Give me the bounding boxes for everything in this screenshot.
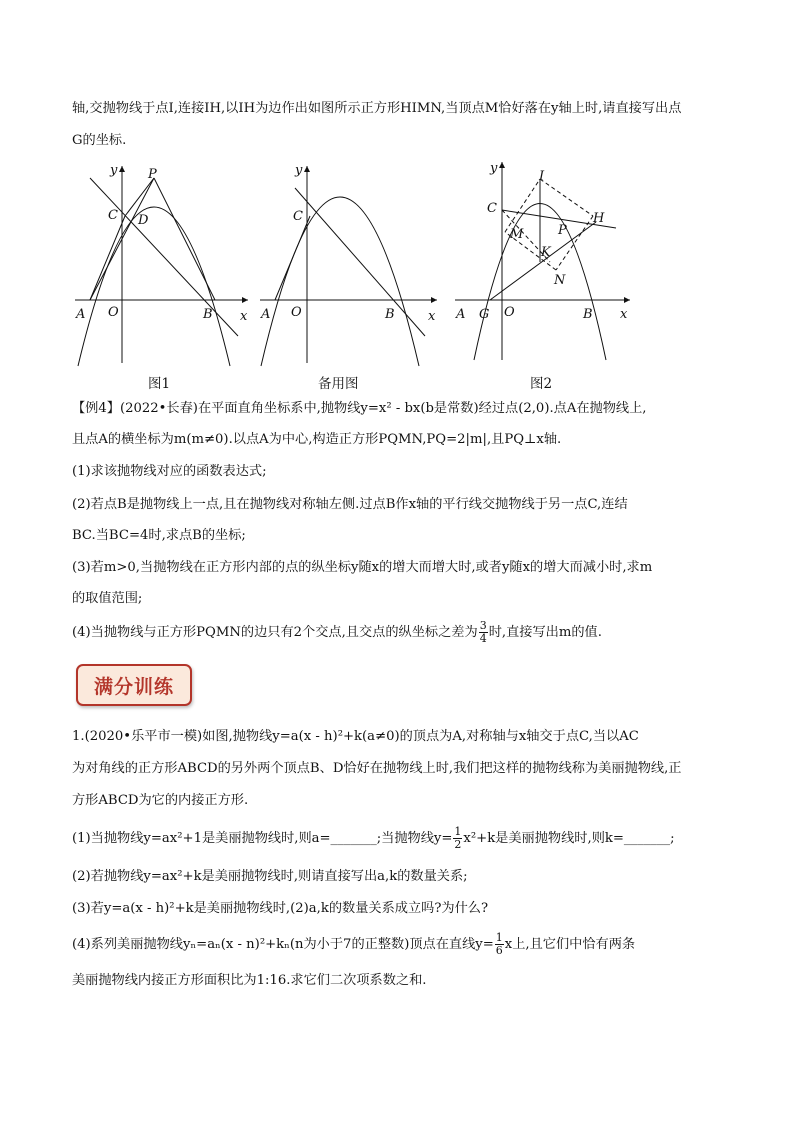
exercise1-intro: 为对角线的正方形ABCD的另外两个顶点B、D恰好在抛物线上时,我们把这样的抛物线称为美丽抛物线,正 <box>72 761 682 776</box>
example4-question-3-cont: 的取值范围; <box>72 591 143 606</box>
figure-caption: 图2 <box>530 376 553 392</box>
point-label-c: C <box>108 208 118 223</box>
point-label-d: D <box>138 213 149 228</box>
figure-caption: 图1 <box>148 376 171 392</box>
figure-2 <box>450 152 640 362</box>
example4-question-2: (2)若点B是抛物线上一点,且在抛物线对称轴左侧.过点B作x轴的平行线交抛物线于另一点C,连结 <box>72 497 628 512</box>
x-axis-label: x <box>428 309 436 324</box>
point-label-a: A <box>76 307 86 322</box>
exercise1-question-4: (4)系列美丽抛物线yₙ=aₙ(x - n)²+kₙ(n为小于7的正整数)顶点在直线y= $\frac{1}{6}$ x上,且它们中恰有两条 <box>72 931 636 957</box>
fraction: $\frac{1}{6}$ <box>495 931 503 957</box>
exercise1-question-3: (3)若y=a(x - h)²+k是美丽抛物线时,(2)a,k的数量关系成立吗?为什么? <box>72 901 489 916</box>
point-label-h: H <box>593 211 605 226</box>
point-label-k: K <box>541 245 551 260</box>
point-label-p: P <box>558 223 567 238</box>
example4-line: 【例4】(2022•长春)在平面直角坐标系中,抛物线y=x² - bx(b是常数)经过点(2,0).点A在抛物线上, <box>72 401 647 416</box>
exercise1-intro: 方形ABCD为它的内接正方形. <box>72 793 249 808</box>
point-label-g: G <box>479 307 490 322</box>
point-label-b: B <box>385 307 395 322</box>
point-label-b: B <box>203 307 213 322</box>
exercise1-question-4-cont: 美丽抛物线内接正方形面积比为1:16.求它们二次项系数之和. <box>72 973 427 988</box>
figure-1 <box>70 158 255 368</box>
point-label-a: A <box>456 307 466 322</box>
origin-label: O <box>504 305 515 320</box>
exercise1-question-2: (2)若抛物线y=ax²+k是美丽抛物线时,则请直接写出a,k的数量关系; <box>72 869 468 884</box>
point-label-c: C <box>293 209 303 224</box>
point-label-n: N <box>554 273 566 288</box>
problem-text-line: 轴,交抛物线于点I,连接IH,以IH为边作出如图所示正方形HIMN,当顶点M恰好落在y轴上时,请直接写出点 <box>72 101 682 116</box>
origin-label: O <box>108 305 119 320</box>
fraction: $\frac{1}{2}$ <box>454 825 462 851</box>
example4-line: 且点A的横坐标为m(m≠0).以点A为中心,构造正方形PQMN,PQ=2|m|,且PQ⊥x轴. <box>72 432 562 447</box>
example4-question-3: (3)若m>0,当抛物线在正方形内部的点的纵坐标y随x的增大而增大时,或者y随x的增大而减小时,求m <box>72 560 653 575</box>
point-label-c: C <box>487 201 497 216</box>
example4-question-2-cont: BC.当BC=4时,求点B的坐标; <box>72 528 246 543</box>
x-axis-label: x <box>620 307 628 322</box>
fraction: $\frac{3}{4}$ <box>479 619 487 645</box>
origin-label: O <box>291 305 302 320</box>
section-badge: 满分训练 <box>76 664 192 706</box>
y-axis-label: y <box>295 163 303 178</box>
exercise1-question-1: (1)当抛物线y=ax²+1是美丽抛物线时,则a=_______;当抛物线y= $\frac{1}{2}$ x²+k是美丽抛物线时,则k=_______; <box>72 825 675 851</box>
y-axis-label: y <box>110 163 118 178</box>
point-label-a: A <box>261 307 271 322</box>
figure-backup <box>255 158 445 368</box>
point-label-b: B <box>583 307 593 322</box>
example4-question-4: (4)当抛物线与正方形PQMN的边只有2个交点,且交点的纵坐标之差为 $\frac{3}{4}$ 时,直接写出m的值. <box>72 619 602 645</box>
point-label-m: M <box>510 227 524 242</box>
x-axis-label: x <box>240 309 248 324</box>
example4-question-1: (1)求该抛物线对应的函数表达式; <box>72 464 267 479</box>
problem-text-line: G的坐标. <box>72 133 127 148</box>
figure-caption: 备用图 <box>318 376 359 392</box>
exercise1-intro: 1.(2020•乐平市一模)如图,抛物线y=a(x - h)²+k(a≠0)的顶点为A,对称轴与x轴交于点C,当以AC <box>72 729 639 744</box>
point-label-i: I <box>539 169 545 184</box>
point-label-p: P <box>148 167 157 182</box>
y-axis-label: y <box>490 161 498 176</box>
